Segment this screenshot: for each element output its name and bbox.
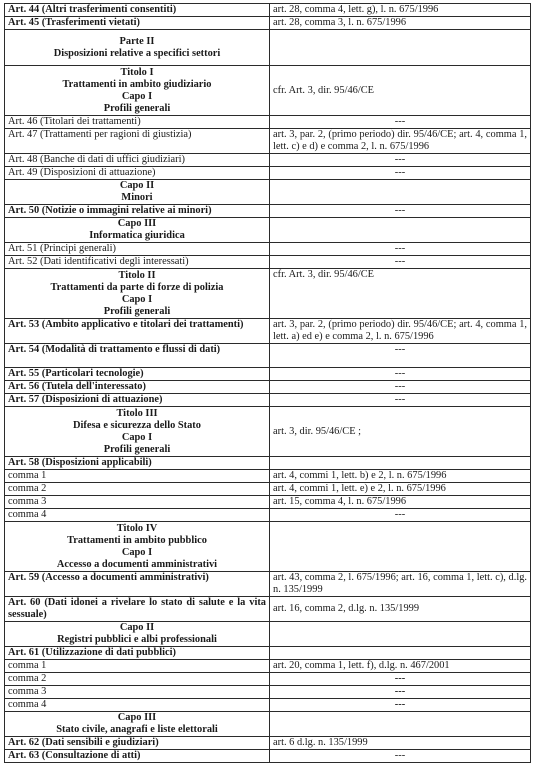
heading-line: Trattamenti in ambito giudiziario [62, 78, 212, 90]
heading-line: Accesso a documenti amministrativi [56, 558, 218, 570]
heading-line: Trattamenti in ambito pubblico [67, 534, 207, 546]
heading-line: Disposizioni relative a specifici settori [53, 47, 221, 59]
reference-cell: --- [270, 154, 531, 167]
section-heading-row [5, 180, 531, 205]
table-row [5, 243, 531, 256]
table-row [5, 17, 531, 30]
reference-cell: --- [270, 116, 531, 129]
reference-cell: cfr. Art. 3, dir. 95/46/CE [270, 66, 531, 116]
table-row [5, 509, 531, 522]
article-cell: comma 1 [5, 470, 270, 483]
section-heading-cell [5, 622, 270, 647]
heading-line: Titolo IV [116, 522, 158, 534]
heading-line: Capo I [121, 546, 153, 558]
table-row [5, 129, 531, 154]
section-heading-cell [5, 180, 270, 205]
table-row [5, 660, 531, 673]
table-row [5, 647, 531, 660]
heading-line: Titolo I [120, 66, 154, 78]
table-row [5, 205, 531, 218]
reference-cell [270, 457, 531, 470]
reference-cell: art. 4, commi 1, lett. b) e 2, l. n. 675/1996 [270, 470, 531, 483]
reference-cell [270, 218, 531, 243]
article-cell: Art. 47 (Trattamenti per ragioni di giustizia) [5, 129, 270, 154]
table-row [5, 116, 531, 129]
article-cell: comma 3 [5, 686, 270, 699]
reference-cell: art. 28, comma 3, l. n. 675/1996 [270, 17, 531, 30]
table-row [5, 686, 531, 699]
article-cell: Art. 57 (Disposizioni di attuazione) [5, 394, 270, 407]
section-heading-cell [5, 66, 270, 116]
reference-cell [270, 647, 531, 660]
article-cell: Art. 63 (Consultazione di atti) [5, 750, 270, 763]
article-cell: comma 1 [5, 660, 270, 673]
reference-cell: --- [270, 167, 531, 180]
article-cell: Art. 55 (Particolari tecnologie) [5, 368, 270, 381]
reference-cell: cfr. Art. 3, dir. 95/46/CE [270, 269, 531, 319]
article-cell: Art. 54 (Modalità di trattamento e flussi di dati) [5, 344, 270, 368]
table-row [5, 256, 531, 269]
reference-cell: --- [270, 394, 531, 407]
table-row [5, 483, 531, 496]
article-cell: Art. 51 (Principi generali) [5, 243, 270, 256]
heading-line: Capo I [121, 293, 153, 305]
table-row [5, 737, 531, 750]
table-row [5, 394, 531, 407]
article-cell: Art. 60 (Dati idonei a rivelare lo stato di salute e la vita sessuale) [5, 597, 270, 622]
section-heading-cell [5, 30, 270, 66]
provisions-table [4, 3, 531, 763]
heading-line: Titolo II [118, 269, 156, 281]
reference-cell [270, 30, 531, 66]
table-row [5, 4, 531, 17]
article-cell: comma 4 [5, 699, 270, 712]
table-row [5, 154, 531, 167]
article-cell: Art. 49 (Disposizioni di attuazione) [5, 167, 270, 180]
table-row [5, 344, 531, 368]
reference-cell: --- [270, 686, 531, 699]
reference-cell: art. 3, dir. 95/46/CE ; [270, 407, 531, 457]
heading-line: Registri pubblici e albi professionali [57, 634, 217, 645]
section-heading-row [5, 269, 531, 319]
section-heading-cell [5, 522, 270, 572]
table-row [5, 381, 531, 394]
section-heading-row [5, 522, 531, 572]
reference-cell: art. 16, comma 2, d.lg. n. 135/1999 [270, 597, 531, 622]
article-cell: comma 4 [5, 509, 270, 522]
heading-line: Profili generali [103, 102, 171, 114]
section-heading-cell [5, 269, 270, 319]
reference-cell: --- [270, 243, 531, 256]
article-cell: Art. 52 (Dati identificativi degli interessati) [5, 256, 270, 269]
reference-cell [270, 180, 531, 205]
table-row [5, 457, 531, 470]
table-row [5, 699, 531, 712]
table-row [5, 597, 531, 622]
heading-line: Titolo III [116, 407, 158, 419]
reference-cell: --- [270, 205, 531, 218]
reference-cell: art. 3, par. 2, (primo periodo) dir. 95/46/CE; art. 4, comma 1, lett. a) ed e) e comma 2, l. n. 675/1996 [270, 319, 531, 344]
section-heading-cell [5, 407, 270, 457]
reference-cell [270, 712, 531, 737]
reference-cell: art. 43, comma 2, l. 675/1996; art. 16, comma 1, lett. c), d.lg. n. 135/1999 [270, 572, 531, 597]
heading-line: Capo I [121, 90, 153, 102]
article-cell: comma 2 [5, 673, 270, 686]
heading-line: Difesa e sicurezza dello Stato [73, 419, 201, 431]
section-heading-row [5, 218, 531, 243]
reference-cell [270, 622, 531, 647]
heading-line: Informatica giuridica [89, 230, 185, 241]
article-cell: Art. 59 (Accesso a documenti amministrativi) [5, 572, 270, 597]
heading-line: Profili generali [103, 305, 171, 317]
heading-line: Capo I [121, 431, 153, 443]
reference-cell: art. 6 d.lg. n. 135/1999 [270, 737, 531, 750]
article-cell: comma 2 [5, 483, 270, 496]
reference-cell [270, 522, 531, 572]
reference-cell: --- [270, 673, 531, 686]
section-heading-row [5, 622, 531, 647]
section-heading-row [5, 30, 531, 66]
table-row [5, 572, 531, 597]
article-cell: Art. 44 (Altri trasferimenti consentiti) [5, 4, 270, 17]
reference-cell: --- [270, 256, 531, 269]
article-cell: Art. 45 (Trasferimenti vietati) [5, 17, 270, 30]
article-cell: Art. 46 (Titolari dei trattamenti) [5, 116, 270, 129]
section-heading-row [5, 712, 531, 737]
table-row [5, 319, 531, 344]
article-cell: Art. 48 (Banche di dati di uffici giudiziari) [5, 154, 270, 167]
section-heading-row [5, 66, 531, 116]
section-heading-cell [5, 218, 270, 243]
reference-cell: --- [270, 368, 531, 381]
section-heading-cell [5, 712, 270, 737]
reference-cell: art. 3, par. 2, (primo periodo) dir. 95/46/CE; art. 4, comma 1, lett. c) e d) e comma 2, l. n. 675/1996 [270, 129, 531, 154]
article-cell: comma 3 [5, 496, 270, 509]
heading-line: Profili generali [103, 443, 171, 455]
table-row [5, 673, 531, 686]
table-row [5, 167, 531, 180]
heading-line: Minori [121, 192, 153, 203]
reference-cell: --- [270, 381, 531, 394]
heading-line: Capo II [119, 180, 155, 191]
reference-cell: art. 15, comma 4, l. n. 675/1996 [270, 496, 531, 509]
reference-cell: --- [270, 750, 531, 763]
heading-line: Capo III [117, 218, 157, 229]
reference-cell: art. 28, comma 4, lett. g), l. n. 675/1996 [270, 4, 531, 17]
heading-line: Parte II [119, 35, 155, 47]
table-row [5, 496, 531, 509]
table-row [5, 470, 531, 483]
section-heading-row [5, 407, 531, 457]
article-cell: Art. 53 (Ambito applicativo e titolari dei trattamenti) [5, 319, 270, 344]
article-cell: Art. 50 (Notizie o immagini relative ai minori) [5, 205, 270, 218]
article-cell: Art. 56 (Tutela dell'interessato) [5, 381, 270, 394]
heading-line: Capo III [117, 712, 157, 723]
article-cell: Art. 61 (Utilizzazione di dati pubblici) [5, 647, 270, 660]
provisions-table-body [5, 4, 531, 763]
heading-line: Trattamenti da parte di forze di polizia [50, 281, 224, 293]
reference-cell: art. 20, comma 1, lett. f), d.lg. n. 467/2001 [270, 660, 531, 673]
reference-cell: art. 4, commi 1, lett. e) e 2, l. n. 675/1996 [270, 483, 531, 496]
reference-cell: --- [270, 699, 531, 712]
heading-line: Stato civile, anagrafi e liste elettorali [56, 724, 218, 735]
heading-line: Capo II [119, 622, 155, 633]
reference-cell: --- [270, 509, 531, 522]
reference-cell: --- [270, 344, 531, 368]
table-row [5, 750, 531, 763]
table-row [5, 368, 531, 381]
article-cell: Art. 58 (Disposizioni applicabili) [5, 457, 270, 470]
article-cell: Art. 62 (Dati sensibili e giudiziari) [5, 737, 270, 750]
